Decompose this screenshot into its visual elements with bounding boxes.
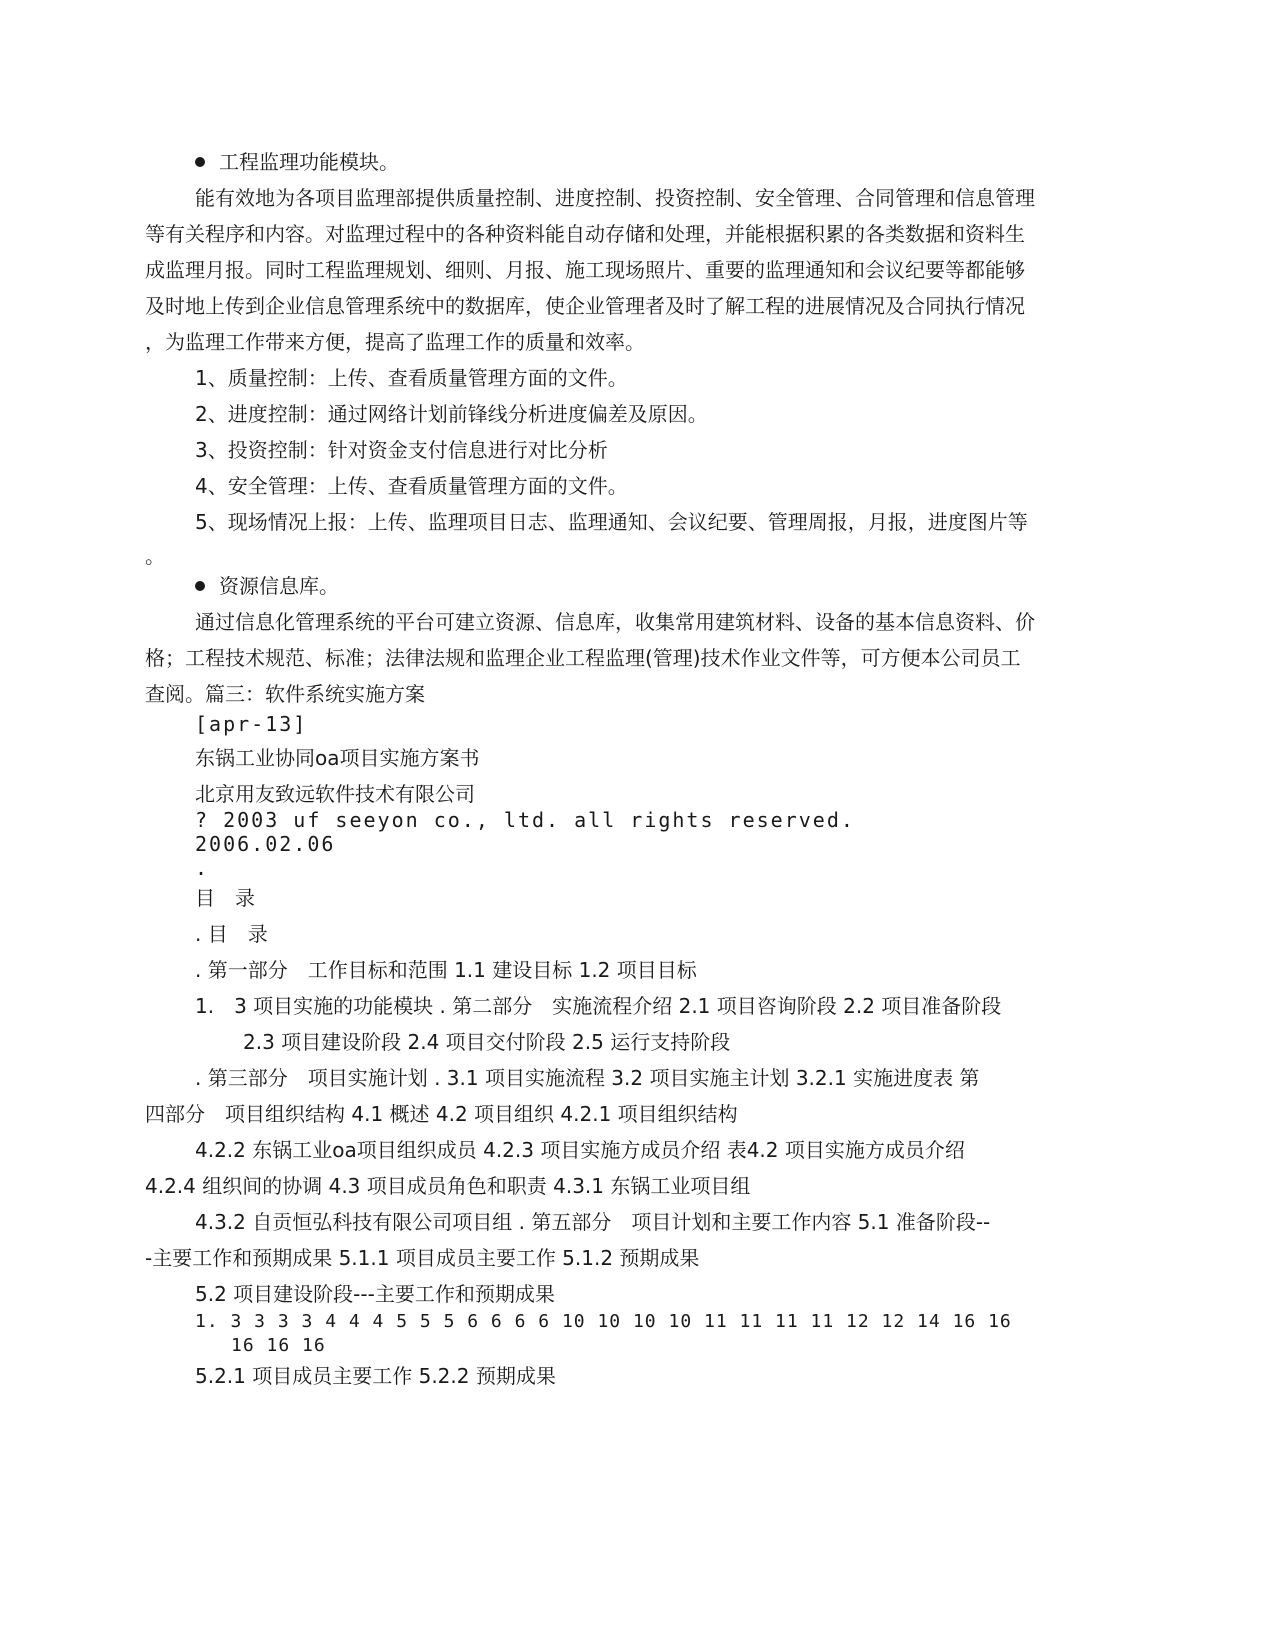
toc-line: . 第三部分 项目实施计划 . 3.1 项目实施流程 3.2 项目实施主计划 3.2.1 实施进度表 第 bbox=[195, 1066, 980, 1090]
bullet-icon bbox=[195, 157, 205, 167]
toc-line: . 第一部分 工作目标和范围 1.1 建设目标 1.2 项目目标 bbox=[195, 958, 697, 982]
bullet-icon bbox=[195, 581, 205, 591]
bullet-item-resource bbox=[195, 574, 339, 598]
supervision-para-line-5: ，为监理工作带来方便，提高了监理工作的质量和效率。 bbox=[145, 330, 645, 354]
toc-line: 4.3.2 自贡恒弘科技有限公司项目组 . 第五部分 项目计划和主要工作内容 5.1 准备阶段-- bbox=[195, 1210, 991, 1234]
dot-line: . bbox=[195, 856, 210, 880]
toc-line: 4.2.2 东锅工业oa项目组织成员 4.2.3 项目实施方成员介绍 表4.2 项目实施方成员介绍 bbox=[195, 1138, 965, 1162]
company-name: 北京用友致远软件技术有限公司 bbox=[195, 782, 475, 806]
toc-page-numbers-cont: 16 16 16 bbox=[231, 1335, 326, 1356]
toc-line: . 目 录 bbox=[195, 922, 268, 946]
supervision-item-site-report: 5、现场情况上报：上传、监理项目日志、监理通知、会议纪要、管理周报，月报，进度图片等 bbox=[195, 510, 1028, 534]
resource-para-line-2: 格；工程技术规范、标准；法律法规和监理企业工程监理(管理)技术作业文件等，可方便本公司员工 bbox=[145, 646, 1021, 670]
toc-line: 4.2.4 组织间的协调 4.3 项目成员角色和职责 4.3.1 东锅工业项目组 bbox=[145, 1174, 751, 1198]
supervision-para-line-2: 等有关程序和内容。对监理过程中的各种资料能自动存储和处理，并能根据积累的各类数据和资料生 bbox=[145, 222, 1025, 246]
supervision-item-progress: 2、进度控制：通过网络计划前锋线分析进度偏差及原因。 bbox=[195, 402, 708, 426]
supervision-para-line-3: 成监理月报。同时工程监理规划、细则、月报、施工现场照片、重要的监理通知和会议纪要等都能够 bbox=[145, 258, 1025, 282]
resource-heading: 资源信息库。 bbox=[219, 574, 339, 598]
resource-para-line-3: 查阅。篇三：软件系统实施方案 bbox=[145, 682, 425, 706]
toc-line: 5.2.1 项目成员主要工作 5.2.2 预期成果 bbox=[195, 1364, 556, 1388]
toc-line: -主要工作和预期成果 5.1.1 项目成员主要工作 5.1.2 预期成果 bbox=[145, 1246, 700, 1270]
bullet-item-supervision bbox=[195, 150, 399, 174]
supervision-item-quality: 1、质量控制：上传、查看质量管理方面的文件。 bbox=[195, 366, 628, 390]
copyright-line: ? 2003 uf seeyon co., ltd. all rights reserved. bbox=[195, 808, 855, 832]
date-line: 2006.02.06 bbox=[195, 832, 336, 856]
supervision-para-line-1: 能有效地为各项目监理部提供质量控制、进度控制、投资控制、安全管理、合同管理和信息管理 bbox=[195, 186, 1035, 210]
resource-para-line-1: 通过信息化管理系统的平台可建立资源、信息库，收集常用建筑材料、设备的基本信息资料、价 bbox=[195, 610, 1035, 634]
toc-line: 5.2 项目建设阶段---主要工作和预期成果 bbox=[195, 1282, 555, 1306]
supervision-item-investment: 3、投资控制：针对资金支付信息进行对比分析 bbox=[195, 438, 608, 462]
toc-heading: 目 录 bbox=[195, 886, 255, 910]
toc-page-numbers: 1. 3 3 3 3 4 4 4 5 5 5 6 6 6 6 10 10 10 10 11 11 11 11 12 12 14 16 16 bbox=[195, 1311, 1012, 1332]
supervision-item-site-report-end: 。 bbox=[145, 544, 165, 568]
supervision-item-safety: 4、安全管理：上传、查看质量管理方面的文件。 bbox=[195, 474, 628, 498]
toc-line: 1. 3 项目实施的功能模块 . 第二部分 实施流程介绍 2.1 项目咨询阶段 2.2 项目准备阶段 bbox=[195, 994, 1002, 1018]
doc-code: [apr-13] bbox=[195, 712, 308, 736]
doc-title: 东锅工业协同oa项目实施方案书 bbox=[195, 746, 480, 770]
toc-line: 四部分 项目组织结构 4.1 概述 4.2 项目组织 4.2.1 项目组织结构 bbox=[145, 1102, 738, 1126]
supervision-para-line-4: 及时地上传到企业信息管理系统中的数据库，使企业管理者及时了解工程的进展情况及合同执行情况 bbox=[145, 294, 1025, 318]
supervision-heading: 工程监理功能模块。 bbox=[219, 150, 399, 174]
toc-line: 2.3 项目建设阶段 2.4 项目交付阶段 2.5 运行支持阶段 bbox=[243, 1030, 731, 1054]
